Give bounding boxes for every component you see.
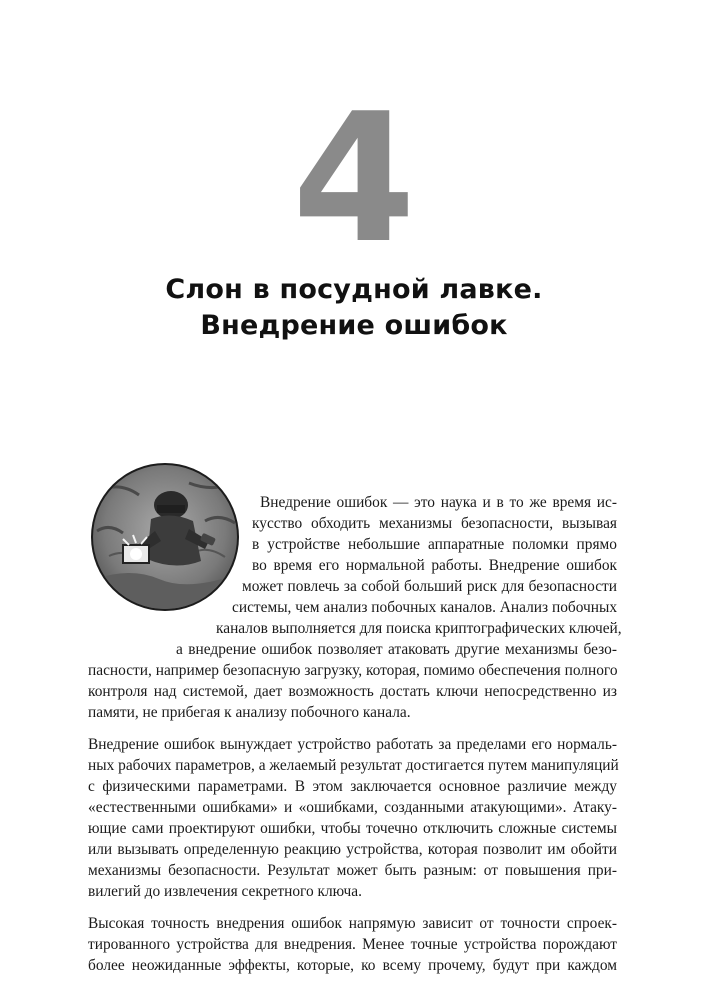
text-line: во время его нормальной работы. Внедрение ошибок [252, 557, 617, 574]
chapter-title-line-2: Внедрение ошибок [200, 310, 508, 341]
text-line: тированного устройства для внедрения. Менее точные устройства порождают [88, 936, 617, 953]
text-line: Внедрение ошибок — это наука и в то же время ис- [260, 494, 617, 511]
text-line: «естественными ошибками» и «ошибками, созданными атакующими». Атаку- [88, 799, 617, 816]
text-line: в устройстве небольшие аппаратные поломки прямо [252, 536, 617, 553]
text-line: Внедрение ошибок вынуждает устройство работать за пределами его нормаль- [88, 736, 617, 753]
text-line: кусство обходить механизмы безопасности, вызывая [252, 515, 617, 532]
text-line: может повлечь за собой больший риск для безопасности [242, 578, 617, 595]
text-line: Высокая точность внедрения ошибок напрямую зависит от точности спроек- [88, 915, 617, 932]
text-line: пасности, например безопасную загрузку, которая, помимо обеспечения полного [88, 662, 618, 679]
text-line: или вызывать определенную реакцию устройства, которая позволит им обойти [88, 841, 617, 858]
chapter-vignette-illustration [89, 461, 241, 613]
text-line: а внедрение ошибок позволяет атаковать другие механизмы безо- [176, 641, 617, 658]
chapter-title-line-1: Слон в посудной лавке. [165, 274, 543, 305]
text-line: каналов выполняется для поиска криптографических ключей, [216, 620, 622, 637]
chapter-number: 4 [292, 75, 416, 282]
text-line: механизмы безопасности. Результат может быть разным: от повышения при- [88, 862, 617, 879]
text-line: более неожиданные эффекты, которые, ко всему прочему, будут при каждом [88, 957, 617, 974]
text-line: системы, чем анализ побочных каналов. Анализ побочных [232, 599, 618, 616]
text-line: ющие сами проектируют ошибки, чтобы точечно отключить сложные системы [88, 820, 617, 837]
chapter-title [0, 272, 708, 344]
text-line: контроля над системой, дает возможность достать ключи непосредственно из [88, 683, 617, 700]
text-line: вилегий до извлечения секретного ключа. [88, 883, 362, 900]
text-line: с физическими параметрами. В этом заключается основное различие между [88, 778, 617, 795]
text-line: ных рабочих параметров, а желаемый результат достигается путем манипуляций [88, 757, 619, 774]
text-line: памяти, не прибегая к анализу побочного канала. [88, 704, 411, 721]
